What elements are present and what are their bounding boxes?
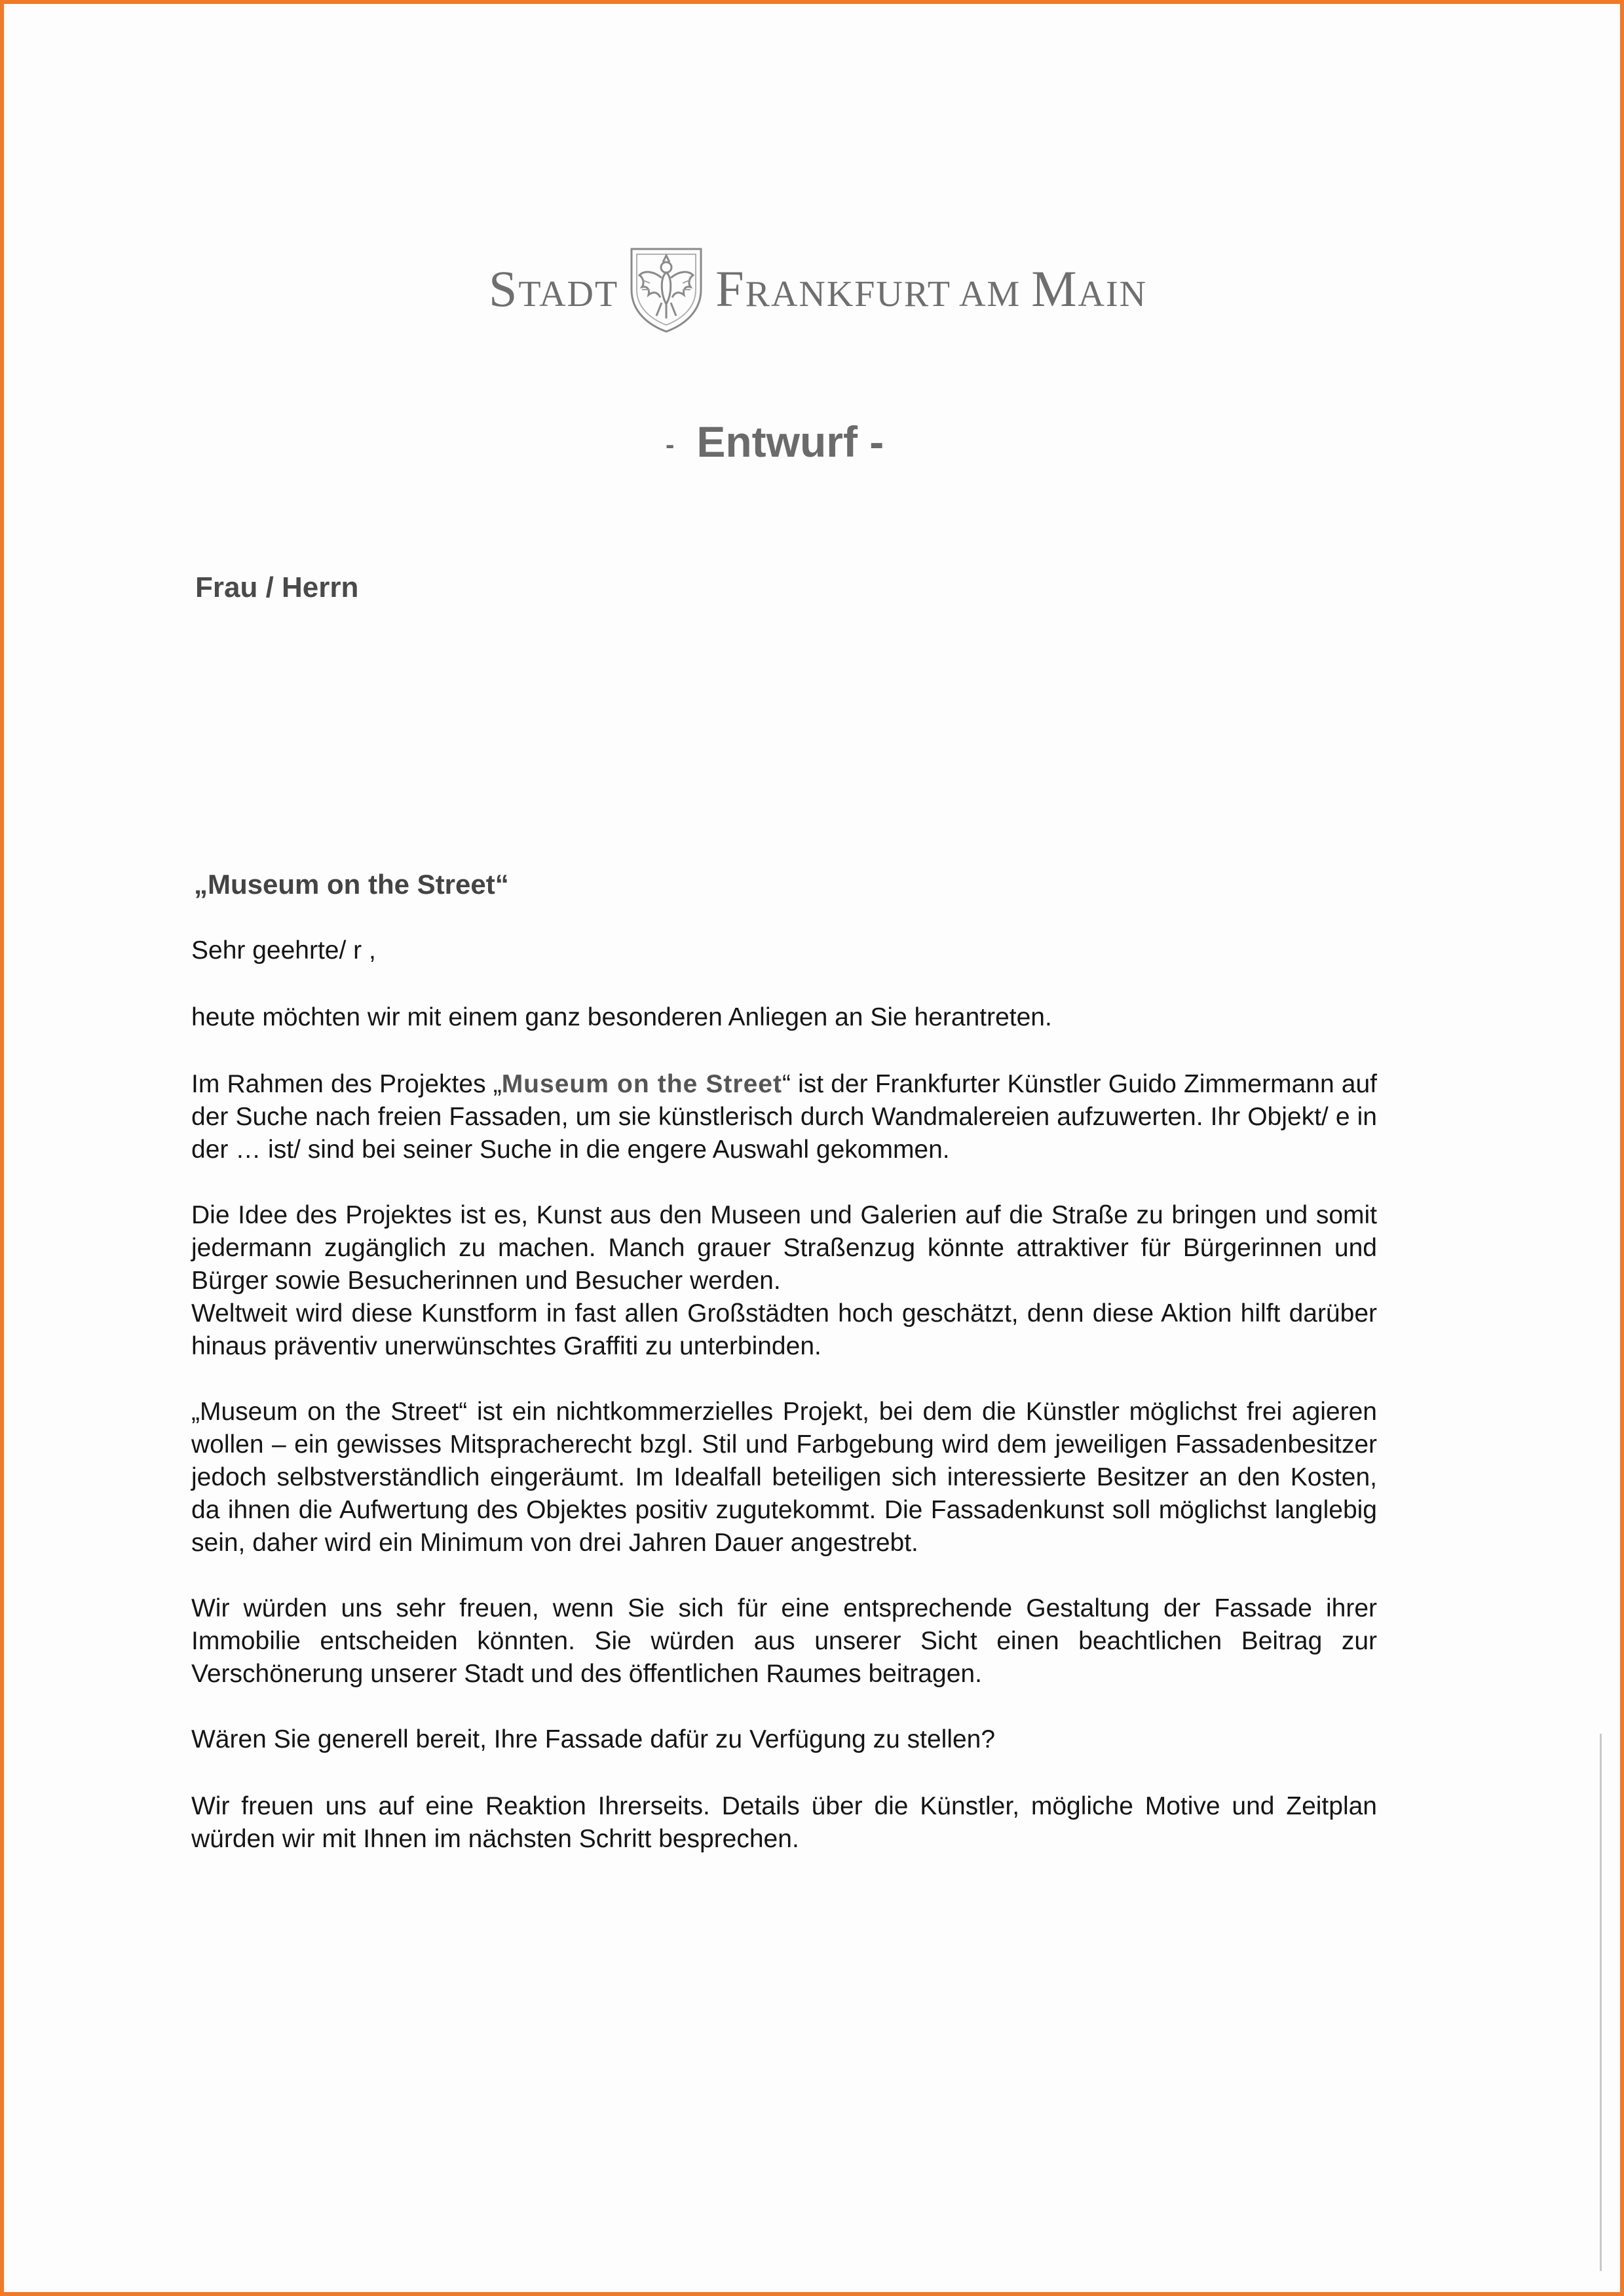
paragraph-project: Im Rahmen des Projektes „Museum on the Street“ ist der Frankfurter Künstler Guido Zimmermann auf der Suche nach freien Fassaden, um sie künstlerisch durch Wandmalereien aufzuwerten. Ihr Objekt/ e in der … ist/ sind bei seiner Suche in die engere Auswahl gekommen. xyxy=(191,1070,1377,1164)
paragraph-request: Wir würden uns sehr freuen, wenn Sie sich für eine entsprechende Gestaltung der Fassade ihrer Immobilie entscheiden könnten. Sie würden aus unserer Sicht einen beachtlichen Beitrag zur Verschönerung unserer Stadt und des öffentlichen Raumes beitragen. xyxy=(191,1594,1377,1688)
letterhead-city: FRANKFURT AM MAIN xyxy=(715,260,1148,317)
greeting: Sehr geehrte/ r , xyxy=(191,936,376,965)
letterhead-stadt: STADT xyxy=(489,260,619,317)
paragraph-idea: Die Idee des Projektes ist es, Kunst aus den Museen und Galerien auf die Straße zu bringen und somit jedermann zugänglich zu machen. Manch grauer Straßenzug könnte attraktiver für Bürgerinnen und Bürger sowie Besucherinnen und Besucher werden. xyxy=(191,1201,1377,1295)
paragraph-question: Wären Sie generell bereit, Ihre Fassade dafür zu Verfügung zu stellen? xyxy=(191,1725,996,1753)
draft-title xyxy=(666,417,884,467)
paragraph-intro: heute möchten wir mit einem ganz besonderen Anliegen an Sie herantreten. xyxy=(191,1003,1052,1031)
recipient-address: Frau / Herrn xyxy=(195,571,359,603)
frankfurt-eagle-crest-icon xyxy=(628,244,705,334)
letter-body xyxy=(191,934,1377,1888)
project-name-bold: Museum on the Street xyxy=(501,1070,782,1098)
letterhead xyxy=(489,240,1148,338)
paragraph-noncommercial: „Museum on the Street“ ist ein nichtkommerzielles Projekt, bei dem die Künstler möglichst frei agieren wollen – ein gewisses Mitspracherecht bzgl. Stil und Farbgebung wird dem jeweiligen Fassadenbesitzer jedoch selbstverständlich eingeräumt. Im Idealfall beteiligen sich interessierte Besitzer an den Kosten, da ihnen die Aufwertung des Objektes positiv zugutekommt. Die Fassadenkunst soll möglichst langlebig sein, daher wird ein Minimum von drei Jahren Dauer angestrebt. xyxy=(191,1398,1377,1557)
paragraph-closing: Wir freuen uns auf eine Reaktion Ihrerseits. Details über die Künstler, mögliche Motive und Zeitplan würden wir mit Ihnen im nächsten Schritt besprechen. xyxy=(191,1792,1377,1853)
scan-edge-line xyxy=(1600,1734,1602,2271)
subject-line: „Museum on the Street“ xyxy=(194,869,509,900)
paragraph-worldwide: Weltweit wird diese Kunstform in fast allen Großstädten hoch geschätzt, denn diese Aktion hilft darüber hinaus präventiv unerwünschtes Graffiti zu unterbinden. xyxy=(191,1299,1377,1360)
draft-dash: - xyxy=(666,430,675,460)
draft-title-text: Entwurf - xyxy=(696,417,884,466)
